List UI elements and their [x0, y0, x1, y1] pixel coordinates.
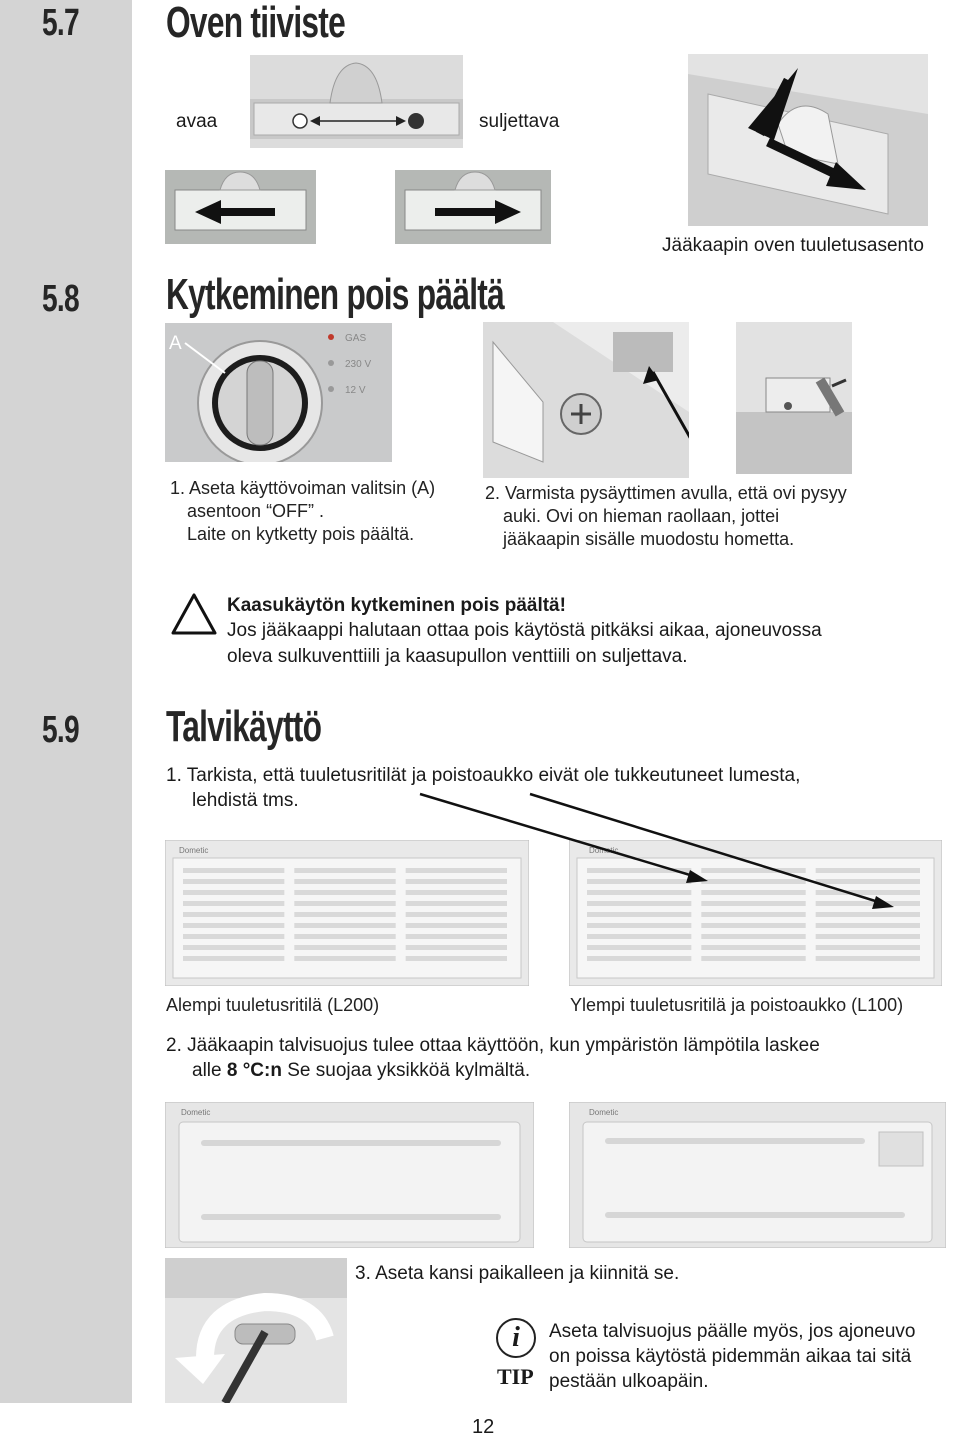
- grille-slat: [294, 945, 395, 950]
- upper-winter-cover-photo: [569, 1102, 946, 1248]
- grille-pointer-arrows: [380, 770, 920, 920]
- winter-step1-line1: 1. Tarkista, että tuuletusritilät ja poistoaukko eivät ole tukkeutuneet lumesta,: [166, 765, 801, 786]
- grille-slat: [816, 945, 920, 950]
- winter-step2-line2: alle 8 °C:n Se suojaa yksikköä kylmältä.: [192, 1060, 531, 1081]
- label-open: avaa: [176, 111, 218, 132]
- grille-brand-upper: Dometic: [589, 846, 619, 855]
- door-vent-position-photo: [688, 54, 928, 226]
- door-stop-detail-photo: [736, 322, 852, 474]
- grille-slat: [701, 934, 805, 939]
- lower-winter-cover-photo: [165, 1102, 534, 1248]
- closed-position-icon: [408, 113, 424, 129]
- latch-diagram: [250, 55, 463, 148]
- latch-photo-closed: [395, 170, 551, 244]
- grille-slat: [294, 956, 395, 961]
- step2-line3: jääkaapin sisälle muodostu hometta.: [503, 529, 795, 549]
- page-number: 12: [472, 1416, 495, 1438]
- cover-attach-photo: [165, 1258, 347, 1403]
- grille-slat: [183, 956, 284, 961]
- lower-grille-caption: Alempi tuuletusritilä (L200): [166, 995, 380, 1015]
- grille-slat: [183, 901, 284, 906]
- grille-slat: [816, 956, 920, 961]
- grille-slat: [701, 956, 805, 961]
- winter-step2-line1: 2. Jääkaapin talvisuojus tulee ottaa käyttöön, kun ympäristön lämpötila laskee: [166, 1035, 820, 1056]
- section-title-5-8: Kytkeminen pois päältä: [166, 270, 505, 319]
- grille-slat: [294, 923, 395, 928]
- grille-slat: [406, 934, 507, 939]
- section-title-5-7: Oven tiiviste: [166, 0, 346, 47]
- grille-slat: [587, 923, 691, 928]
- grille-slat: [701, 945, 805, 950]
- grille-slat: [816, 923, 920, 928]
- grille-slat: [183, 890, 284, 895]
- latch-photo-open: [165, 170, 316, 244]
- grille-slat: [183, 868, 284, 873]
- grille-slat: [294, 934, 395, 939]
- grille-slat: [183, 912, 284, 917]
- upper-grille-caption: Ylempi tuuletusritilä ja poistoaukko (L100): [570, 995, 904, 1015]
- grille-slat: [183, 934, 284, 939]
- section-number-5-9: 5.9: [42, 709, 79, 751]
- grille-slat: [183, 879, 284, 884]
- warning-line1: Jos jääkaappi halutaan ottaa pois käytöstä pitkäksi aikaa, ajoneuvossa: [227, 620, 822, 641]
- open-position-icon: [293, 114, 307, 128]
- step2-line1: 2. Varmista pysäyttimen avulla, että ovi pysyy: [485, 483, 847, 503]
- knob-label-a: A: [169, 333, 182, 354]
- tip-line3: pestään ulkoapäin.: [549, 1371, 709, 1392]
- cover-brand-lower: Dometic: [181, 1108, 211, 1117]
- grille-slat: [587, 956, 691, 961]
- grille-brand-lower: Dometic: [179, 846, 209, 855]
- door-stop-photo: [483, 322, 689, 478]
- grille-slat: [406, 945, 507, 950]
- section-number-5-8: 5.8: [42, 278, 79, 320]
- step1-line1: 1. Aseta käyttövoiman valitsin (A): [170, 478, 436, 498]
- winter-step3: 3. Aseta kansi paikalleen ja kiinnitä se.: [355, 1263, 680, 1284]
- panel-label-230v: 230 V: [345, 359, 372, 370]
- vent-position-caption: Jääkaapin oven tuuletusasento: [662, 235, 924, 256]
- tip-line1: Aseta talvisuojus päälle myös, jos ajoneuvo: [549, 1321, 916, 1342]
- panel-label-12v: 12 V: [345, 385, 366, 396]
- energy-selector-photo: [165, 323, 392, 462]
- winter-step1-line2: lehdistä tms.: [192, 790, 299, 811]
- grille-slat: [701, 923, 805, 928]
- info-icon: i: [496, 1318, 536, 1358]
- warning-triangle-icon: [170, 592, 218, 636]
- grille-slat: [587, 945, 691, 950]
- grille-slat: [816, 934, 920, 939]
- section-number-5-7: 5.7: [42, 2, 79, 44]
- panel-label-gas: GAS: [345, 333, 367, 344]
- step1-line3: Laite on kytketty pois päältä.: [187, 524, 415, 544]
- section-sidebar: [0, 0, 132, 1403]
- section-title-5-9: Talvikäyttö: [166, 702, 322, 751]
- step1-line2: asentoon “OFF” .: [187, 501, 325, 521]
- grille-slat: [406, 956, 507, 961]
- cover-brand-upper: Dometic: [589, 1108, 619, 1117]
- step2-line2: auki. Ovi on hieman raollaan, jottei: [503, 506, 780, 526]
- label-closed: suljettava: [479, 111, 560, 132]
- grille-slat: [183, 945, 284, 950]
- tip-line2: on poissa käytöstä pidemmän aikaa tai sitä: [549, 1346, 912, 1367]
- grille-slat: [587, 934, 691, 939]
- tip-label: TIP: [497, 1364, 534, 1389]
- grille-slat: [183, 923, 284, 928]
- warning-line2: oleva sulkuventtiili ja kaasupullon venttiili on suljettava.: [227, 646, 688, 667]
- warning-heading: Kaasukäytön kytkeminen pois päältä!: [227, 595, 566, 616]
- grille-slat: [406, 923, 507, 928]
